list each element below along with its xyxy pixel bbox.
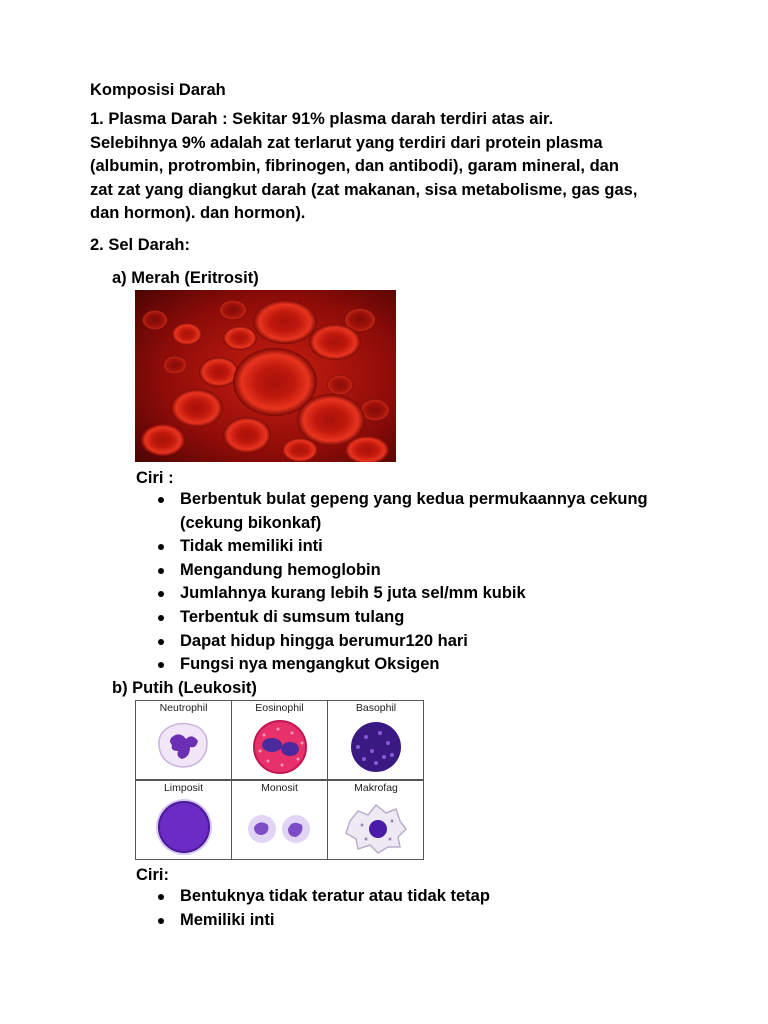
leukosit-heading: b) Putih (Leukosit) [112, 679, 257, 697]
plasma-paragraph [90, 108, 690, 226]
table-cell-limposit [136, 781, 232, 860]
table-cell-makrofag [328, 781, 424, 860]
cell-label: Makrofag [354, 782, 398, 794]
plasma-line: 1. Plasma Darah : Sekitar 91% plasma darah terdiri atas air. [90, 110, 554, 128]
bullet-icon [158, 662, 164, 668]
plasma-line: zat zat yang diangkut darah (zat makanan, sisa metabolisme, gas gas, [90, 180, 638, 199]
list-item: Terbentuk di sumsum tulang [158, 606, 648, 630]
leukosit-ciri-label: Ciri: [136, 866, 169, 884]
plasma-line: dan hormon). dan hormon). [90, 204, 306, 222]
cell-label: Monosit [261, 782, 298, 794]
bullet-icon [158, 894, 164, 900]
table-cell-neutrophil [136, 701, 232, 780]
cell-label: Eosinophil [255, 702, 304, 714]
white-blood-cells-table [135, 700, 424, 860]
bullet-icon [158, 918, 164, 924]
cell-label: Limposit [163, 782, 204, 794]
table-cell-eosinophil [232, 701, 328, 780]
list-item: Fungsi nya mengangkut Oksigen [158, 653, 648, 677]
table-cell-monosit [232, 781, 328, 860]
eritrosit-ciri-list [158, 488, 648, 677]
list-item: Bentuknya tidak teratur atau tidak tetap [158, 885, 490, 909]
bullet-icon [158, 615, 164, 621]
table-cell-basophil [328, 701, 424, 780]
list-item: Mengandung hemoglobin [158, 559, 648, 583]
list-item: Jumlahnya kurang lebih 5 juta sel/mm kubik [158, 582, 648, 606]
list-item: Memiliki inti [158, 909, 490, 933]
bullet-icon [158, 591, 164, 597]
plasma-line: (albumin, protrombin, fibrinogen, dan antibodi), garam mineral, dan [90, 157, 619, 175]
leukosit-ciri-list [158, 885, 490, 932]
plasma-line: Selebihnya 9% adalah zat terlarut yang terdiri dari protein plasma [90, 133, 603, 152]
bullet-icon [158, 568, 164, 574]
bullet-icon [158, 497, 164, 503]
eritrosit-heading: a) Merah (Eritrosit) [112, 269, 259, 287]
document-title: Komposisi Darah [90, 81, 226, 99]
bullet-icon [158, 639, 164, 645]
red-blood-cells-image [135, 290, 396, 462]
list-item: Tidak memiliki inti [158, 535, 648, 559]
list-item: (cekung bikonkaf) [180, 513, 322, 532]
cell-label: Basophil [355, 702, 397, 714]
eritrosit-ciri-label: Ciri : [136, 469, 174, 487]
list-item: Dapat hidup hingga berumur120 hari [158, 630, 648, 654]
bullet-icon [158, 544, 164, 550]
list-item: Berbentuk bulat gepeng yang kedua permukaannya cekung [158, 488, 648, 512]
cell-label: Neutrophil [159, 702, 208, 714]
sel-darah-heading: 2. Sel Darah: [90, 236, 190, 254]
